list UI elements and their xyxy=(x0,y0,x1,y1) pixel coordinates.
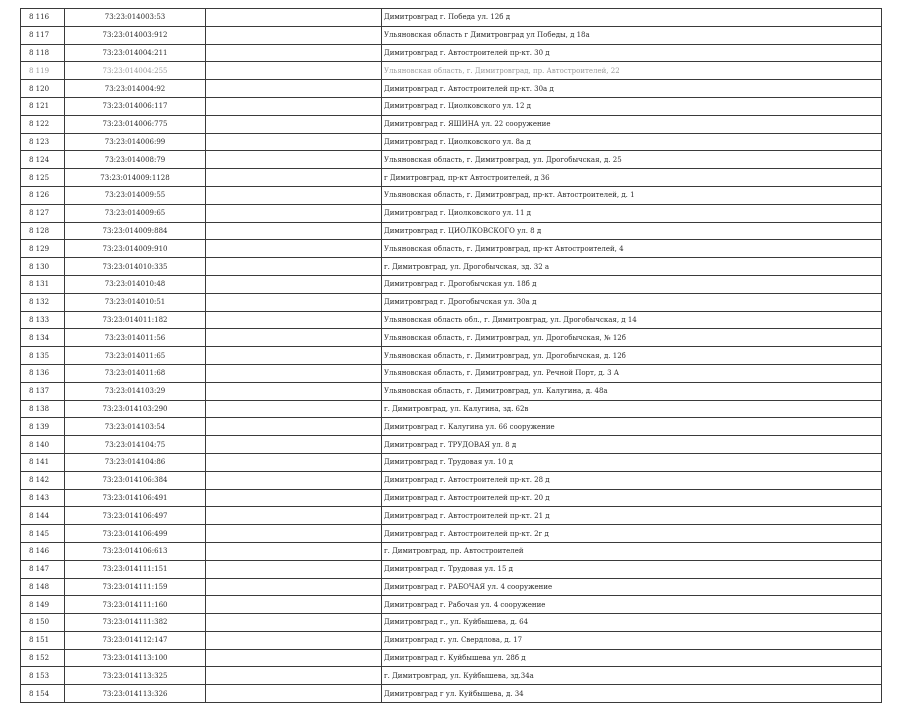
address-cell: Димитровград г. ЦИОЛКОВСКОГО ул. 8 д xyxy=(382,222,882,240)
cadastral-number-cell: 73:23:014104:86 xyxy=(65,453,206,471)
cadastral-number-cell: 73:23:014011:56 xyxy=(65,329,206,347)
table-row xyxy=(21,507,882,525)
address-cell: Димитровград г., ул. Куйбышева, д. 64 xyxy=(382,614,882,632)
register-sheet xyxy=(20,8,881,703)
address-cell: Димитровград г. Автостроителей пр-кт. 21 д xyxy=(382,507,882,525)
address-cell: Ульяновская область обл., г. Димитровград, ул. Дрогобычская, д 14 xyxy=(382,311,882,329)
table-row xyxy=(21,418,882,436)
cadastral-number-cell: 73:23:014009:55 xyxy=(65,186,206,204)
table-row xyxy=(21,436,882,454)
empty-cell xyxy=(206,578,382,596)
address-cell: г Димитровград, пр-кт Автостроителей, д 36 xyxy=(382,169,882,187)
empty-cell xyxy=(206,133,382,151)
row-number-cell: 8 152 xyxy=(21,649,65,667)
row-number-cell: 8 136 xyxy=(21,364,65,382)
empty-cell xyxy=(206,258,382,276)
empty-cell xyxy=(206,115,382,133)
address-cell: Ульяновская область г Димитровград ул Победы, д 18а xyxy=(382,26,882,44)
cadastral-number-cell: 73:23:014106:491 xyxy=(65,489,206,507)
row-number-cell: 8 129 xyxy=(21,240,65,258)
cadastral-number-cell: 73:23:014011:182 xyxy=(65,311,206,329)
row-number-cell: 8 135 xyxy=(21,347,65,365)
cadastral-number-cell: 73:23:014112:147 xyxy=(65,631,206,649)
row-number-cell: 8 144 xyxy=(21,507,65,525)
address-cell: г. Димитровград, ул. Куйбышева, зд.34а xyxy=(382,667,882,685)
table-row xyxy=(21,685,882,703)
table-row xyxy=(21,596,882,614)
address-cell: Димитровград г. Автостроителей пр-кт. 20 д xyxy=(382,489,882,507)
empty-cell xyxy=(206,471,382,489)
empty-cell xyxy=(206,525,382,543)
empty-cell xyxy=(206,293,382,311)
cadastral-number-cell: 73:23:014111:151 xyxy=(65,560,206,578)
empty-cell xyxy=(206,685,382,703)
address-cell: Димитровград г. Циолковского ул. 11 д xyxy=(382,204,882,222)
empty-cell xyxy=(206,542,382,560)
row-number-cell: 8 122 xyxy=(21,115,65,133)
row-number-cell: 8 134 xyxy=(21,329,65,347)
row-number-cell: 8 141 xyxy=(21,453,65,471)
cadastral-number-cell: 73:23:014004:211 xyxy=(65,44,206,62)
row-number-cell: 8 139 xyxy=(21,418,65,436)
row-number-cell: 8 123 xyxy=(21,133,65,151)
address-cell: Ульяновская область, г. Димитровград, пр-кт. Автостроителей, д. 1 xyxy=(382,186,882,204)
table-row xyxy=(21,560,882,578)
table-row xyxy=(21,347,882,365)
cadastral-number-cell: 73:23:014009:1128 xyxy=(65,169,206,187)
cadastral-number-cell: 73:23:014009:910 xyxy=(65,240,206,258)
table-row xyxy=(21,329,882,347)
address-cell: Димитровград г. Трудовая ул. 10 д xyxy=(382,453,882,471)
table-row xyxy=(21,258,882,276)
row-number-cell: 8 132 xyxy=(21,293,65,311)
cadastral-number-cell: 73:23:014113:326 xyxy=(65,685,206,703)
row-number-cell: 8 143 xyxy=(21,489,65,507)
table-row xyxy=(21,453,882,471)
empty-cell xyxy=(206,400,382,418)
row-number-cell: 8 154 xyxy=(21,685,65,703)
cadastral-number-cell: 73:23:014009:884 xyxy=(65,222,206,240)
table-row xyxy=(21,631,882,649)
table-row xyxy=(21,204,882,222)
row-number-cell: 8 147 xyxy=(21,560,65,578)
table-row xyxy=(21,489,882,507)
table-row xyxy=(21,151,882,169)
cadastral-number-cell: 73:23:014011:68 xyxy=(65,364,206,382)
table-row xyxy=(21,525,882,543)
row-number-cell: 8 125 xyxy=(21,169,65,187)
empty-cell xyxy=(206,311,382,329)
empty-cell xyxy=(206,80,382,98)
address-cell: Димитровград г ул. Куйбышева, д. 34 xyxy=(382,685,882,703)
row-number-cell: 8 130 xyxy=(21,258,65,276)
address-cell: Димитровград г. ТРУДОВАЯ ул. 8 д xyxy=(382,436,882,454)
cadastral-number-cell: 73:23:014010:335 xyxy=(65,258,206,276)
address-cell: г. Димитровград, ул. Дрогобычская, зд. 32 а xyxy=(382,258,882,276)
table-row xyxy=(21,133,882,151)
address-cell: г. Димитровград, ул. Калугина, зд. 62в xyxy=(382,400,882,418)
cadastral-number-cell: 73:23:014003:53 xyxy=(65,9,206,27)
row-number-cell: 8 124 xyxy=(21,151,65,169)
table-row xyxy=(21,649,882,667)
address-cell: Димитровград г. Куйбышева ул. 28б д xyxy=(382,649,882,667)
table-row xyxy=(21,115,882,133)
address-cell: Димитровград г. Трудовая ул. 15 д xyxy=(382,560,882,578)
row-number-cell: 8 120 xyxy=(21,80,65,98)
row-number-cell: 8 126 xyxy=(21,186,65,204)
row-number-cell: 8 140 xyxy=(21,436,65,454)
cadastral-number-cell: 73:23:014106:499 xyxy=(65,525,206,543)
empty-cell xyxy=(206,9,382,27)
table-row xyxy=(21,471,882,489)
table-row xyxy=(21,542,882,560)
row-number-cell: 8 151 xyxy=(21,631,65,649)
empty-cell xyxy=(206,382,382,400)
empty-cell xyxy=(206,667,382,685)
empty-cell xyxy=(206,364,382,382)
table-body xyxy=(21,9,882,703)
table-row xyxy=(21,222,882,240)
table-row xyxy=(21,97,882,115)
empty-cell xyxy=(206,186,382,204)
address-cell: Димитровград г. ЯШИНА ул. 22 сооружение xyxy=(382,115,882,133)
address-cell: Димитровград г. Автостроителей пр-кт. 2г д xyxy=(382,525,882,543)
cadastral-number-cell: 73:23:014004:92 xyxy=(65,80,206,98)
address-cell: Димитровград г. ул. Свердлова, д. 17 xyxy=(382,631,882,649)
cadastral-number-cell: 73:23:014113:100 xyxy=(65,649,206,667)
address-cell: Ульяновская область, г. Димитровград, пр-кт Автостроителей, 4 xyxy=(382,240,882,258)
row-number-cell: 8 121 xyxy=(21,97,65,115)
cadastral-number-cell: 73:23:014113:325 xyxy=(65,667,206,685)
cadastral-number-cell: 73:23:014103:54 xyxy=(65,418,206,436)
cadastral-number-cell: 73:23:014010:48 xyxy=(65,275,206,293)
row-number-cell: 8 133 xyxy=(21,311,65,329)
empty-cell xyxy=(206,151,382,169)
empty-cell xyxy=(206,418,382,436)
row-number-cell: 8 145 xyxy=(21,525,65,543)
address-cell: Димитровград г. РАБОЧАЯ ул. 4 сооружение xyxy=(382,578,882,596)
empty-cell xyxy=(206,436,382,454)
address-cell: Димитровград г. Автостроителей пр-кт. 30 д xyxy=(382,44,882,62)
row-number-cell: 8 138 xyxy=(21,400,65,418)
row-number-cell: 8 131 xyxy=(21,275,65,293)
row-number-cell: 8 153 xyxy=(21,667,65,685)
cadastral-number-cell: 73:23:014111:159 xyxy=(65,578,206,596)
row-number-cell: 8 137 xyxy=(21,382,65,400)
address-cell: г. Димитровград, пр. Автостроителей xyxy=(382,542,882,560)
cadastral-number-cell: 73:23:014103:29 xyxy=(65,382,206,400)
empty-cell xyxy=(206,275,382,293)
address-cell: Ульяновская область, г. Димитровград, ул. Дрогобычская, д. 12б xyxy=(382,347,882,365)
row-number-cell: 8 148 xyxy=(21,578,65,596)
empty-cell xyxy=(206,204,382,222)
cadastral-number-cell: 73:23:014008:79 xyxy=(65,151,206,169)
table-row xyxy=(21,44,882,62)
address-cell: Ульяновская область, г. Димитровград, пр. Автостроителей, 22 xyxy=(382,62,882,80)
table-row xyxy=(21,578,882,596)
cadastral-number-cell: 73:23:014009:65 xyxy=(65,204,206,222)
table-row xyxy=(21,667,882,685)
address-cell: Димитровград г. Победа ул. 12б д xyxy=(382,9,882,27)
address-cell: Димитровград г. Калугина ул. 66 сооружение xyxy=(382,418,882,436)
table-row xyxy=(21,240,882,258)
empty-cell xyxy=(206,489,382,507)
address-cell: Димитровград г. Автостроителей пр-кт. 30а д xyxy=(382,80,882,98)
row-number-cell: 8 127 xyxy=(21,204,65,222)
address-cell: Димитровград г. Дрогобычская ул. 30а д xyxy=(382,293,882,311)
cadastral-number-cell: 73:23:014006:775 xyxy=(65,115,206,133)
empty-cell xyxy=(206,62,382,80)
empty-cell xyxy=(206,507,382,525)
cadastral-number-cell: 73:23:014106:613 xyxy=(65,542,206,560)
table-row xyxy=(21,400,882,418)
table-row xyxy=(21,80,882,98)
cadastral-number-cell: 73:23:014006:99 xyxy=(65,133,206,151)
cadastral-number-cell: 73:23:014103:290 xyxy=(65,400,206,418)
cadastral-number-cell: 73:23:014111:160 xyxy=(65,596,206,614)
table-row xyxy=(21,364,882,382)
cadastral-number-cell: 73:23:014106:497 xyxy=(65,507,206,525)
row-number-cell: 8 150 xyxy=(21,614,65,632)
table-row xyxy=(21,9,882,27)
address-cell: Димитровград г. Автостроителей пр-кт. 28 д xyxy=(382,471,882,489)
empty-cell xyxy=(206,240,382,258)
empty-cell xyxy=(206,649,382,667)
address-cell: Димитровград г. Циолковского ул. 8а д xyxy=(382,133,882,151)
empty-cell xyxy=(206,347,382,365)
row-number-cell: 8 119 xyxy=(21,62,65,80)
row-number-cell: 8 142 xyxy=(21,471,65,489)
table-row xyxy=(21,382,882,400)
address-cell: Димитровград г. Циолковского ул. 12 д xyxy=(382,97,882,115)
cadastral-number-cell: 73:23:014010:51 xyxy=(65,293,206,311)
address-cell: Ульяновская область, г. Димитровград, ул. Дрогобычская, № 12б xyxy=(382,329,882,347)
address-cell: Димитровград г. Дрогобычская ул. 18б д xyxy=(382,275,882,293)
table-row xyxy=(21,311,882,329)
address-cell: Ульяновская область, г. Димитровград, ул. Калугина, д. 48а xyxy=(382,382,882,400)
empty-cell xyxy=(206,614,382,632)
empty-cell xyxy=(206,169,382,187)
table-row xyxy=(21,186,882,204)
row-number-cell: 8 118 xyxy=(21,44,65,62)
cadastral-number-cell: 73:23:014006:117 xyxy=(65,97,206,115)
address-cell: Димитровград г. Рабочая ул. 4 сооружение xyxy=(382,596,882,614)
row-number-cell: 8 146 xyxy=(21,542,65,560)
table-row xyxy=(21,293,882,311)
row-number-cell: 8 117 xyxy=(21,26,65,44)
empty-cell xyxy=(206,44,382,62)
cadastral-number-cell: 73:23:014003:912 xyxy=(65,26,206,44)
empty-cell xyxy=(206,453,382,471)
empty-cell xyxy=(206,26,382,44)
table-row xyxy=(21,26,882,44)
cadastral-number-cell: 73:23:014004:255 xyxy=(65,62,206,80)
row-number-cell: 8 149 xyxy=(21,596,65,614)
row-number-cell: 8 128 xyxy=(21,222,65,240)
empty-cell xyxy=(206,560,382,578)
table-row xyxy=(21,275,882,293)
cadastral-number-cell: 73:23:014011:65 xyxy=(65,347,206,365)
cadastral-number-cell: 73:23:014111:382 xyxy=(65,614,206,632)
property-register-table xyxy=(20,8,882,703)
address-cell: Ульяновская область, г. Димитровград, ул. Речной Порт, д. 3 А xyxy=(382,364,882,382)
empty-cell xyxy=(206,329,382,347)
empty-cell xyxy=(206,222,382,240)
address-cell: Ульяновская область, г. Димитровград, ул. Дрогобычская, д. 25 xyxy=(382,151,882,169)
empty-cell xyxy=(206,631,382,649)
table-row xyxy=(21,614,882,632)
empty-cell xyxy=(206,97,382,115)
table-row xyxy=(21,62,882,80)
cadastral-number-cell: 73:23:014106:384 xyxy=(65,471,206,489)
empty-cell xyxy=(206,596,382,614)
cadastral-number-cell: 73:23:014104:75 xyxy=(65,436,206,454)
row-number-cell: 8 116 xyxy=(21,9,65,27)
table-row xyxy=(21,169,882,187)
